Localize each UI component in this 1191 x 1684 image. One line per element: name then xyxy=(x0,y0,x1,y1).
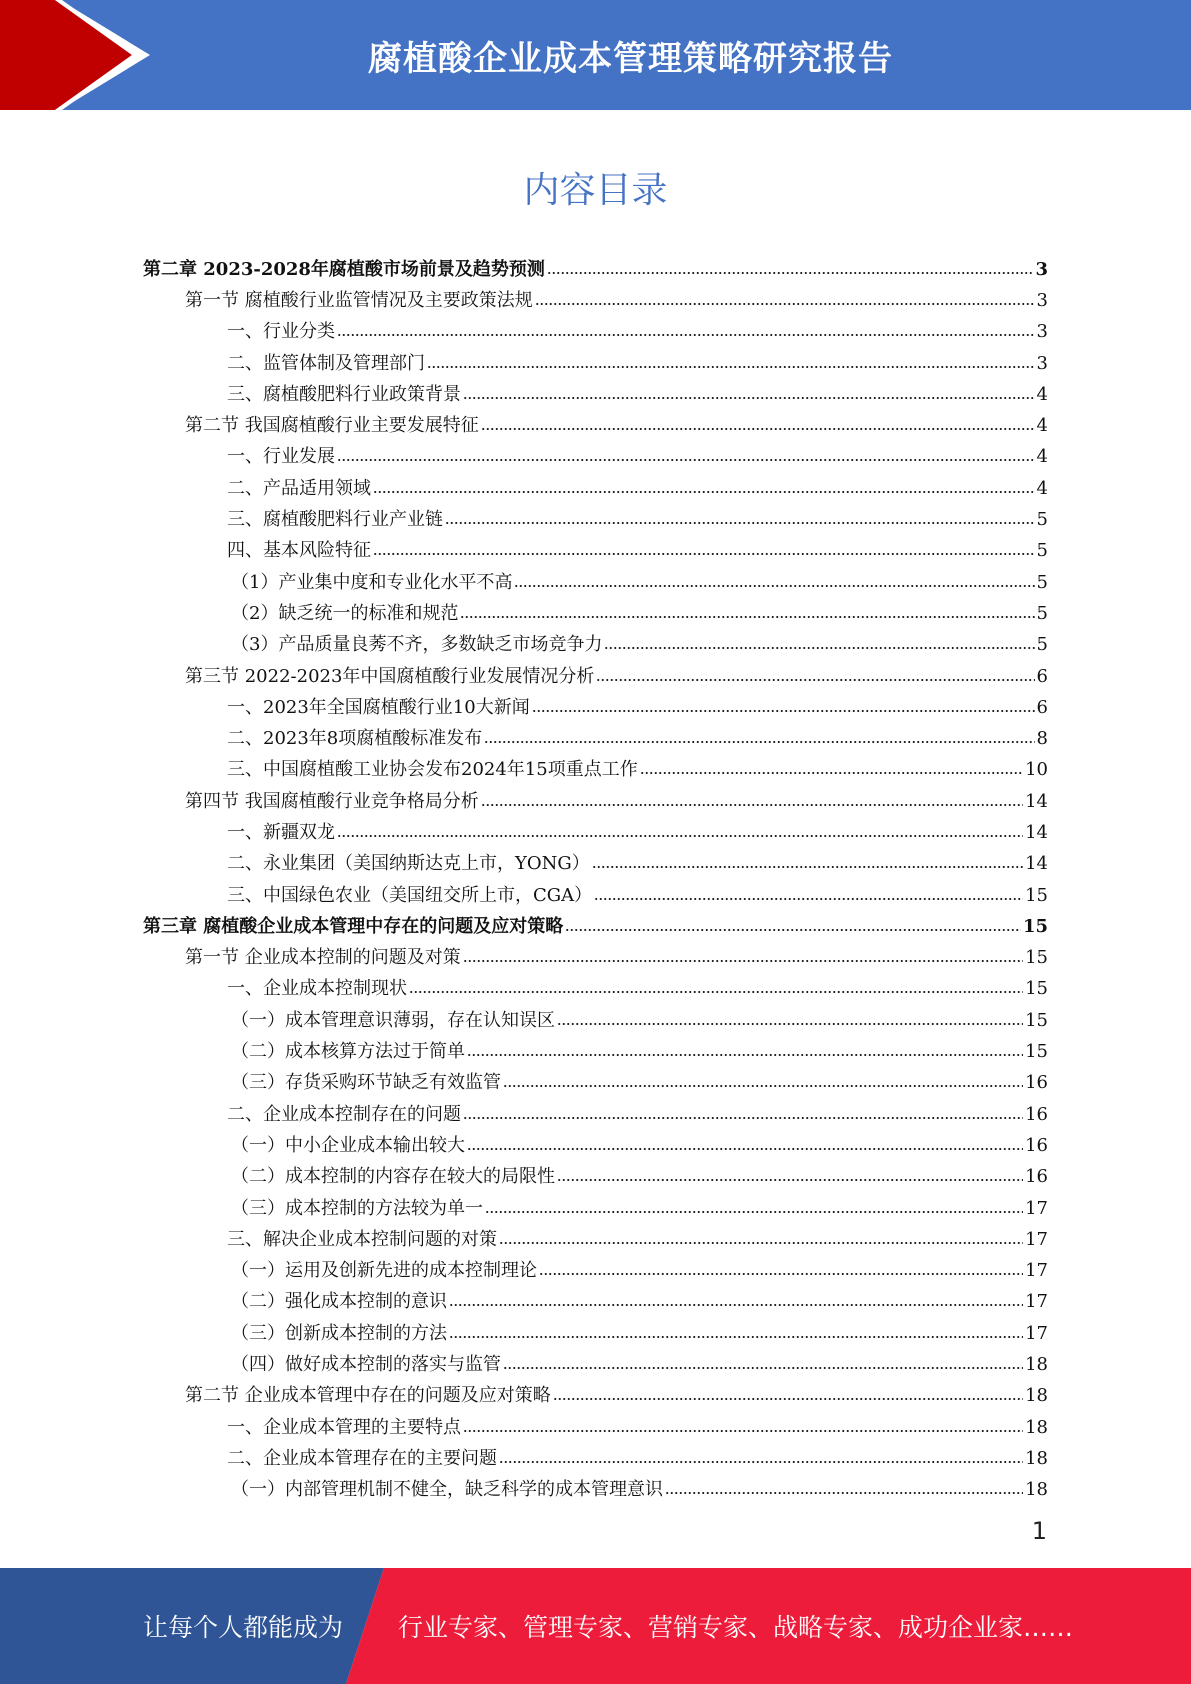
toc-entry-page: 4 xyxy=(1036,383,1048,405)
toc-entry-page: 10 xyxy=(1025,759,1048,781)
toc-entry-page: 15 xyxy=(1025,978,1048,1000)
toc-entry-page: 8 xyxy=(1036,728,1048,750)
toc-entry-page: 18 xyxy=(1025,1447,1048,1469)
toc-entry-title: （2）缺乏统一的标准和规范 xyxy=(231,602,459,624)
toc-entry-page: 15 xyxy=(1022,915,1048,937)
toc-entry-page: 5 xyxy=(1036,509,1048,531)
toc-entry-page: 6 xyxy=(1036,665,1048,687)
toc-entry-page: 4 xyxy=(1036,415,1048,437)
toc-entry[interactable] xyxy=(143,692,1048,723)
toc-entry-title: 一、2023年全国腐植酸行业10大新闻 xyxy=(227,696,530,718)
toc-entry-title: 三、解决企业成本控制问题的对策 xyxy=(227,1228,497,1250)
toc-entry-title: 第三章 腐植酸企业成本管理中存在的问题及应对策略 xyxy=(143,915,564,937)
toc-entry-page: 17 xyxy=(1025,1260,1048,1282)
toc-entry-title: （二）强化成本控制的意识 xyxy=(231,1291,447,1313)
toc-entry-page: 16 xyxy=(1025,1072,1048,1094)
toc-entry-page: 16 xyxy=(1025,1103,1048,1125)
toc-entry[interactable] xyxy=(143,1412,1048,1443)
toc-entry-title: （三）创新成本控制的方法 xyxy=(231,1322,447,1344)
toc-entry-title: 二、永业集团（美国纳斯达克上市，YONG） xyxy=(227,853,590,875)
toc-entry-title: 第一节 企业成本控制的问题及对策 xyxy=(185,947,461,969)
toc-entry[interactable] xyxy=(143,1130,1048,1161)
toc-entry[interactable] xyxy=(143,1381,1048,1412)
toc-entry-page: 17 xyxy=(1025,1228,1048,1250)
toc-entry-page: 4 xyxy=(1036,446,1048,468)
toc-leader-dots xyxy=(557,1022,1023,1026)
toc-entry[interactable] xyxy=(143,1287,1048,1318)
toc-entry-title: 一、企业成本管理的主要特点 xyxy=(227,1416,461,1438)
header-banner xyxy=(0,0,1191,110)
toc-entry[interactable] xyxy=(143,911,1048,942)
toc-leader-dots xyxy=(665,1491,1023,1495)
toc-entry-title: 第二章 2023-2028年腐植酸市场前景及趋势预测 xyxy=(143,258,545,280)
toc-entry-title: 二、企业成本管理存在的主要问题 xyxy=(227,1447,497,1469)
toc-leader-dots xyxy=(596,678,1034,682)
toc-leader-dots xyxy=(565,928,1021,932)
toc-entry-title: 第二节 我国腐植酸行业主要发展特征 xyxy=(185,415,479,437)
toc-leader-dots xyxy=(445,521,1035,525)
toc-leader-dots xyxy=(427,365,1035,369)
toc-leader-dots xyxy=(604,646,1034,650)
toc-leader-dots xyxy=(485,1210,1023,1214)
toc-entry-title: （三）成本控制的方法较为单一 xyxy=(231,1197,483,1219)
toc-entry-title: 第四节 我国腐植酸行业竞争格局分析 xyxy=(185,790,479,812)
toc-entry-title: （1）产业集中度和专业化水平不高 xyxy=(231,571,513,593)
toc-entry-title: 二、产品适用领域 xyxy=(227,477,371,499)
toc-leader-dots xyxy=(640,771,1023,775)
toc-entry-title: （二）成本核算方法过于简单 xyxy=(231,1041,465,1063)
toc-entry-page: 15 xyxy=(1025,884,1048,906)
footer-slogan-right: 行业专家、管理专家、营销专家、战略专家、成功企业家…… xyxy=(398,1613,1074,1642)
toc-entry[interactable] xyxy=(143,504,1048,535)
toc-entry[interactable] xyxy=(143,974,1048,1005)
toc-entry-page: 17 xyxy=(1025,1197,1048,1219)
toc-entry-page: 3 xyxy=(1035,258,1048,280)
toc-leader-dots xyxy=(467,1053,1023,1057)
toc-leader-dots xyxy=(514,584,1034,588)
toc-entry[interactable] xyxy=(143,1224,1048,1255)
toc-leader-dots xyxy=(337,458,1035,462)
toc-entry[interactable] xyxy=(143,598,1048,629)
toc-entry-page: 5 xyxy=(1036,634,1048,656)
table-of-contents xyxy=(143,254,1048,1506)
toc-leader-dots xyxy=(337,834,1023,838)
toc-entry[interactable] xyxy=(143,1349,1048,1380)
toc-entry-title: （一）内部管理机制不健全，缺乏科学的成本管理意识 xyxy=(231,1479,663,1501)
toc-entry[interactable] xyxy=(143,630,1048,661)
toc-entry[interactable] xyxy=(143,1193,1048,1224)
toc-entry-title: 三、腐植酸肥料行业产业链 xyxy=(227,509,443,531)
toc-leader-dots xyxy=(463,1429,1023,1433)
toc-entry[interactable] xyxy=(143,817,1048,848)
toc-leader-dots xyxy=(463,959,1023,963)
toc-leader-dots xyxy=(463,396,1035,400)
toc-entry-page: 5 xyxy=(1036,540,1048,562)
toc-leader-dots xyxy=(449,1335,1023,1339)
toc-entry[interactable] xyxy=(143,1256,1048,1287)
toc-leader-dots xyxy=(481,427,1035,431)
toc-leader-dots xyxy=(499,1460,1023,1464)
toc-entry-page: 15 xyxy=(1025,1009,1048,1031)
toc-leader-dots xyxy=(409,990,1023,994)
toc-entry-title: （一）成本管理意识薄弱，存在认知误区 xyxy=(231,1009,555,1031)
toc-entry-page: 18 xyxy=(1025,1416,1048,1438)
toc-entry-title: 二、2023年8项腐植酸标准发布 xyxy=(227,728,483,750)
page-number: 1 xyxy=(1031,1517,1047,1545)
toc-entry-page: 16 xyxy=(1025,1166,1048,1188)
toc-entry[interactable] xyxy=(143,536,1048,567)
toc-entry-page: 14 xyxy=(1025,790,1048,812)
toc-leader-dots xyxy=(557,1178,1023,1182)
toc-entry-title: 一、行业分类 xyxy=(227,321,335,343)
footer-slogan-left: 让每个人都能成为 xyxy=(143,1613,344,1642)
toc-leader-dots xyxy=(484,740,1034,744)
toc-entry-page: 18 xyxy=(1025,1385,1048,1407)
toc-entry-title: （3）产品质量良莠不齐，多数缺乏市场竞争力 xyxy=(231,634,603,656)
toc-entry[interactable] xyxy=(143,1036,1048,1067)
toc-entry-title: 一、行业发展 xyxy=(227,446,335,468)
toc-entry-title: 一、企业成本控制现状 xyxy=(227,978,407,1000)
toc-entry-title: 三、中国绿色农业（美国纽交所上市，CGA） xyxy=(227,884,593,906)
toc-entry-title: 第二节 企业成本管理中存在的问题及应对策略 xyxy=(185,1385,551,1407)
toc-entry-page: 16 xyxy=(1025,1134,1048,1156)
toc-entry-page: 17 xyxy=(1025,1291,1048,1313)
toc-entry-title: （四）做好成本控制的落实与监管 xyxy=(231,1354,501,1376)
toc-entry[interactable] xyxy=(143,1475,1048,1506)
footer-banner xyxy=(0,1568,1191,1684)
toc-entry[interactable] xyxy=(143,1443,1048,1474)
toc-entry-page: 18 xyxy=(1025,1354,1048,1376)
toc-entry[interactable] xyxy=(143,410,1048,441)
toc-entry[interactable] xyxy=(143,786,1048,817)
toc-entry[interactable] xyxy=(143,348,1048,379)
toc-entry[interactable] xyxy=(143,254,1048,285)
toc-entry[interactable] xyxy=(143,880,1048,911)
toc-entry[interactable] xyxy=(143,379,1048,410)
toc-entry[interactable] xyxy=(143,567,1048,598)
report-title: 腐植酸企业成本管理策略研究报告 xyxy=(368,38,893,79)
toc-entry-page: 18 xyxy=(1025,1479,1048,1501)
toc-leader-dots xyxy=(337,333,1035,337)
toc-entry-title: 一、新疆双龙 xyxy=(227,821,335,843)
toc-entry[interactable] xyxy=(143,473,1048,504)
toc-entry-page: 14 xyxy=(1025,853,1048,875)
toc-entry-page: 14 xyxy=(1025,821,1048,843)
toc-entry-page: 17 xyxy=(1025,1322,1048,1344)
toc-leader-dots xyxy=(535,302,1035,306)
toc-entry-page: 5 xyxy=(1036,571,1048,593)
toc-leader-dots xyxy=(460,615,1034,619)
toc-entry-page: 4 xyxy=(1036,477,1048,499)
toc-leader-dots xyxy=(481,803,1023,807)
toc-entry-title: 二、监管体制及管理部门 xyxy=(227,352,425,374)
toc-leader-dots xyxy=(547,271,1034,275)
toc-leader-dots xyxy=(449,1303,1023,1307)
toc-entry-title: 三、腐植酸肥料行业政策背景 xyxy=(227,383,461,405)
toc-entry-page: 3 xyxy=(1036,352,1048,374)
toc-leader-dots xyxy=(373,552,1035,556)
toc-entry[interactable] xyxy=(143,1099,1048,1130)
toc-entry[interactable] xyxy=(143,442,1048,473)
toc-leader-dots xyxy=(553,1397,1023,1401)
toc-leader-dots xyxy=(592,865,1023,869)
toc-entry-page: 15 xyxy=(1025,947,1048,969)
toc-entry[interactable] xyxy=(143,1318,1048,1349)
toc-entry-title: 第一节 腐植酸行业监管情况及主要政策法规 xyxy=(185,289,533,311)
toc-entry-title: （二）成本控制的内容存在较大的局限性 xyxy=(231,1166,555,1188)
toc-entry[interactable] xyxy=(143,1162,1048,1193)
toc-entry[interactable] xyxy=(143,285,1048,316)
toc-leader-dots xyxy=(503,1084,1023,1088)
toc-heading: 内容目录 xyxy=(523,170,668,211)
toc-entry-title: （一）中小企业成本输出较大 xyxy=(231,1134,465,1156)
toc-leader-dots xyxy=(499,1241,1023,1245)
toc-entry-title: （三）存货采购环节缺乏有效监管 xyxy=(231,1072,501,1094)
toc-entry-page: 3 xyxy=(1036,289,1048,311)
toc-entry-title: （一）运用及创新先进的成本控制理论 xyxy=(231,1260,537,1282)
toc-entry-page: 5 xyxy=(1036,602,1048,624)
toc-entry[interactable] xyxy=(143,723,1048,754)
toc-leader-dots xyxy=(532,709,1035,713)
toc-entry-page: 6 xyxy=(1036,696,1048,718)
toc-entry-page: 15 xyxy=(1025,1041,1048,1063)
toc-leader-dots xyxy=(463,1116,1023,1120)
toc-leader-dots xyxy=(467,1147,1023,1151)
toc-entry[interactable] xyxy=(143,1005,1048,1036)
toc-entry-title: 三、中国腐植酸工业协会发布2024年15项重点工作 xyxy=(227,759,638,781)
toc-entry[interactable] xyxy=(143,661,1048,692)
toc-leader-dots xyxy=(373,490,1035,494)
toc-leader-dots xyxy=(594,897,1023,901)
toc-entry[interactable] xyxy=(143,317,1048,348)
toc-leader-dots xyxy=(503,1366,1023,1370)
toc-entry[interactable] xyxy=(143,755,1048,786)
toc-entry-title: 四、基本风险特征 xyxy=(227,540,371,562)
toc-entry-title: 二、企业成本控制存在的问题 xyxy=(227,1103,461,1125)
toc-entry-page: 3 xyxy=(1036,321,1048,343)
toc-leader-dots xyxy=(539,1272,1023,1276)
toc-entry[interactable] xyxy=(143,943,1048,974)
toc-entry[interactable] xyxy=(143,849,1048,880)
toc-entry[interactable] xyxy=(143,1068,1048,1099)
toc-entry-title: 第三节 2022-2023年中国腐植酸行业发展情况分析 xyxy=(185,665,595,687)
